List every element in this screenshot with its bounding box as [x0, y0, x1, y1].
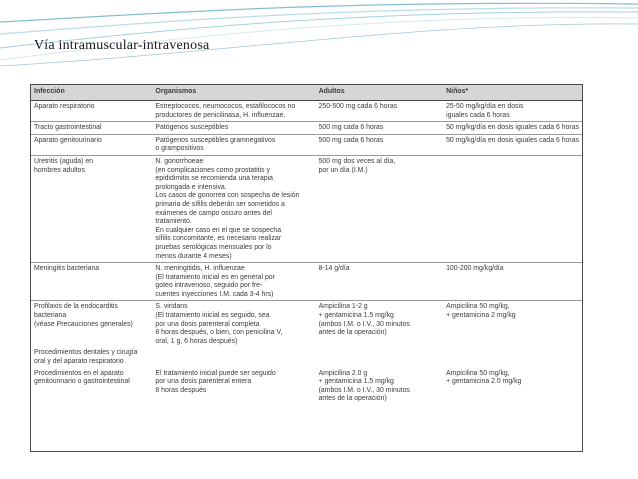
cell-text-line: sífilis concomitante, es necesario realizar [155, 235, 282, 243]
cell-text-line: menos durante 4 meses) [155, 252, 232, 260]
cell-text-line: 250-500 mg cada 6 horas [318, 103, 398, 110]
table-cell-infeccion [31, 122, 152, 135]
cell-text-line: hombres adultos [34, 166, 85, 174]
table-cell-adultos [316, 134, 444, 155]
table-cell-adultos [316, 101, 444, 122]
cell-text-line: Los casos de gonorrea con sospecha de lesión [155, 192, 300, 200]
cell-text-line: (en complicaciones como prostatitis y [155, 166, 270, 174]
cell-text-line: (El tratamiento inicial es seguido, sea [155, 312, 270, 320]
table-cell-organismos [152, 101, 315, 122]
cell-text-line: cuentes inyecciones I.M. cada 3-4 hrs) [155, 290, 274, 298]
cell-text-line: Aparato genitourinario [34, 136, 102, 144]
cell-text-line: 8 horas después [155, 386, 207, 394]
cell-text-line: (véase Precauciones generales) [34, 320, 133, 328]
cell-text-line: exámenes de campo oscuro antes del [155, 209, 272, 217]
table-cell-ninos [443, 301, 582, 347]
cell-text-line: epididimitis se recomienda una terapia [155, 175, 273, 183]
column-header-ninos: Niños* [443, 85, 582, 101]
cell-text-line: por una dosis parenteral entera [155, 378, 252, 386]
table-cell-infeccion [31, 134, 152, 155]
slide-title: Vía intramuscular-intravenosa [34, 38, 210, 53]
cell-text-line: o grampositivos [155, 145, 204, 153]
cell-text-line: 500 mg cada 6 horas [318, 136, 384, 144]
cell-text-line: 100-200 mg/kg/día [446, 265, 504, 273]
cell-text-line: (ambos I.M. o I.V., 30 minutos [318, 386, 410, 394]
cell-text-line: Patógenos susceptibles [155, 124, 229, 132]
cell-text-line: iguales cada 6 horas [446, 111, 510, 119]
cell-text-line: 500 mg dos veces al día, [318, 157, 396, 165]
cell-text-line: por un día (I.M.) [318, 166, 368, 174]
cell-text-line: Profilaxis de la endocarditis [34, 303, 118, 311]
table-cell-organismos [152, 368, 315, 405]
cell-text-line: tratamiento. [155, 218, 192, 226]
table-row [31, 368, 582, 405]
cell-text-line: bacteriana [34, 312, 67, 320]
table-row [31, 134, 582, 155]
cell-text-line: primaria de sífilis deberán ser sometidos a [155, 200, 285, 208]
table-row [31, 263, 582, 301]
table-cell-infeccion [31, 368, 152, 405]
cell-text-line: Procedimientos dentales y cirugía [34, 349, 138, 357]
cell-text-line: Estreptococos, neumococos, estafilococos no [155, 103, 296, 110]
table-cell-adultos [316, 347, 444, 367]
table-row [31, 301, 582, 347]
table-cell-infeccion [31, 263, 152, 301]
table-row [31, 347, 582, 367]
table-cell-organismos [152, 301, 315, 347]
cell-text-line: por una dosis parenteral completa [155, 320, 260, 328]
cell-text-line: 50 mg/kg/día en dosis iguales cada 6 horas [446, 136, 579, 144]
cell-text-line: N. gonorrhoeae [155, 157, 204, 165]
cell-text-line: Ampicilina 2.0 g [318, 369, 368, 377]
cell-text-line: 8 horas después, o bien, con penicilina V, [155, 329, 283, 337]
table-cell-ninos [443, 263, 582, 301]
cell-text-line: 25-50 mg/kg/día en dosis [446, 103, 524, 110]
table-cell-adultos [316, 263, 444, 301]
cell-text-line: Uretritis (aguda) en [34, 157, 93, 165]
cell-text-line: El tratamiento inicial puede ser seguido [155, 369, 276, 377]
table-cell-organismos [152, 347, 315, 367]
cell-text-line: Patógenos susceptibles gramnegativos [155, 136, 276, 144]
table-cell-infeccion [31, 101, 152, 122]
table-row [31, 155, 582, 262]
cell-text-line: Meningitis bacteriana [34, 265, 100, 273]
title-swoosh-decoration [0, 0, 638, 70]
table-header-row [31, 85, 582, 101]
cell-text-line: Aparato respiratorio [34, 103, 95, 110]
cell-text-line: Ampicilina 1-2 g [318, 303, 368, 311]
cell-text-line: N. meningitidis, H. influenzae [155, 265, 245, 273]
cell-text-line: Procedimientos en el aparato [34, 369, 124, 377]
dosage-table [30, 84, 583, 452]
cell-text-line: pruebas serológicas mensuales por lo [155, 243, 272, 251]
table-cell-organismos [152, 155, 315, 262]
cell-text-line: Ampicilina 50 mg/kg, [446, 369, 510, 377]
table-cell-adultos [316, 301, 444, 347]
cell-text-line: 8-14 g/día [318, 265, 350, 273]
table-cell-ninos [443, 368, 582, 405]
cell-text-line: + gentamicina 1.5 mg/kg [318, 312, 394, 320]
cell-text-line: (El tratamiento inicial es en general por [155, 273, 275, 281]
table-row [31, 101, 582, 122]
cell-text-line: goteo intravenoso, seguido por fre- [155, 282, 263, 290]
cell-text-line: Ampicilina 50 mg/kg, [446, 303, 510, 311]
cell-text-line: + gentamicina 2.0 mg/kg [446, 378, 522, 386]
table-cell-infeccion [31, 347, 152, 367]
table-cell-organismos [152, 134, 315, 155]
table-cell-organismos [152, 122, 315, 135]
table-cell-ninos [443, 122, 582, 135]
table-cell-adultos [316, 368, 444, 405]
table-cell-adultos [316, 122, 444, 135]
cell-text-line: productores de penicilinasa, H. influenzae. [155, 111, 286, 119]
cell-text-line: 50 mg/kg/día en dosis iguales cada 6 horas [446, 124, 579, 132]
column-header-infeccion: Infección [31, 85, 152, 101]
table-cell-ninos [443, 155, 582, 262]
cell-text-line: genitourinario o gastrointestinal [34, 378, 130, 386]
table-cell-infeccion [31, 301, 152, 347]
cell-text-line: S. viridans [155, 303, 188, 311]
cell-text-line: 500 mg cada 6 horas [318, 124, 384, 132]
cell-text-line: antes de la operación) [318, 395, 387, 403]
cell-text-line: + gentamicina 1.5 mg/kg [318, 378, 394, 386]
table-cell-organismos [152, 263, 315, 301]
table-cell-ninos [443, 347, 582, 367]
table-cell-ninos [443, 101, 582, 122]
table-cell-ninos [443, 134, 582, 155]
cell-text-line: prolongada e intensiva. [155, 183, 227, 191]
table-cell-infeccion [31, 155, 152, 262]
cell-text-line: + gentamicina 2 mg/kg [446, 312, 516, 320]
cell-text-line: oral y del aparato respiratorio [34, 358, 124, 366]
cell-text-line: En cualquier caso en el que se sospecha [155, 226, 282, 234]
table-row [31, 122, 582, 135]
cell-text-line: antes de la operación) [318, 329, 387, 337]
column-header-adultos: Adultos [316, 85, 444, 101]
cell-text-line: Tracto gastrointestinal [34, 124, 102, 132]
table-cell-adultos [316, 155, 444, 262]
cell-text-line: oral, 1 g, 6 horas después) [155, 337, 238, 345]
column-header-organismos: Organismos [152, 85, 315, 101]
cell-text-line: (ambos I.M. o I.V., 30 minutos [318, 320, 410, 328]
